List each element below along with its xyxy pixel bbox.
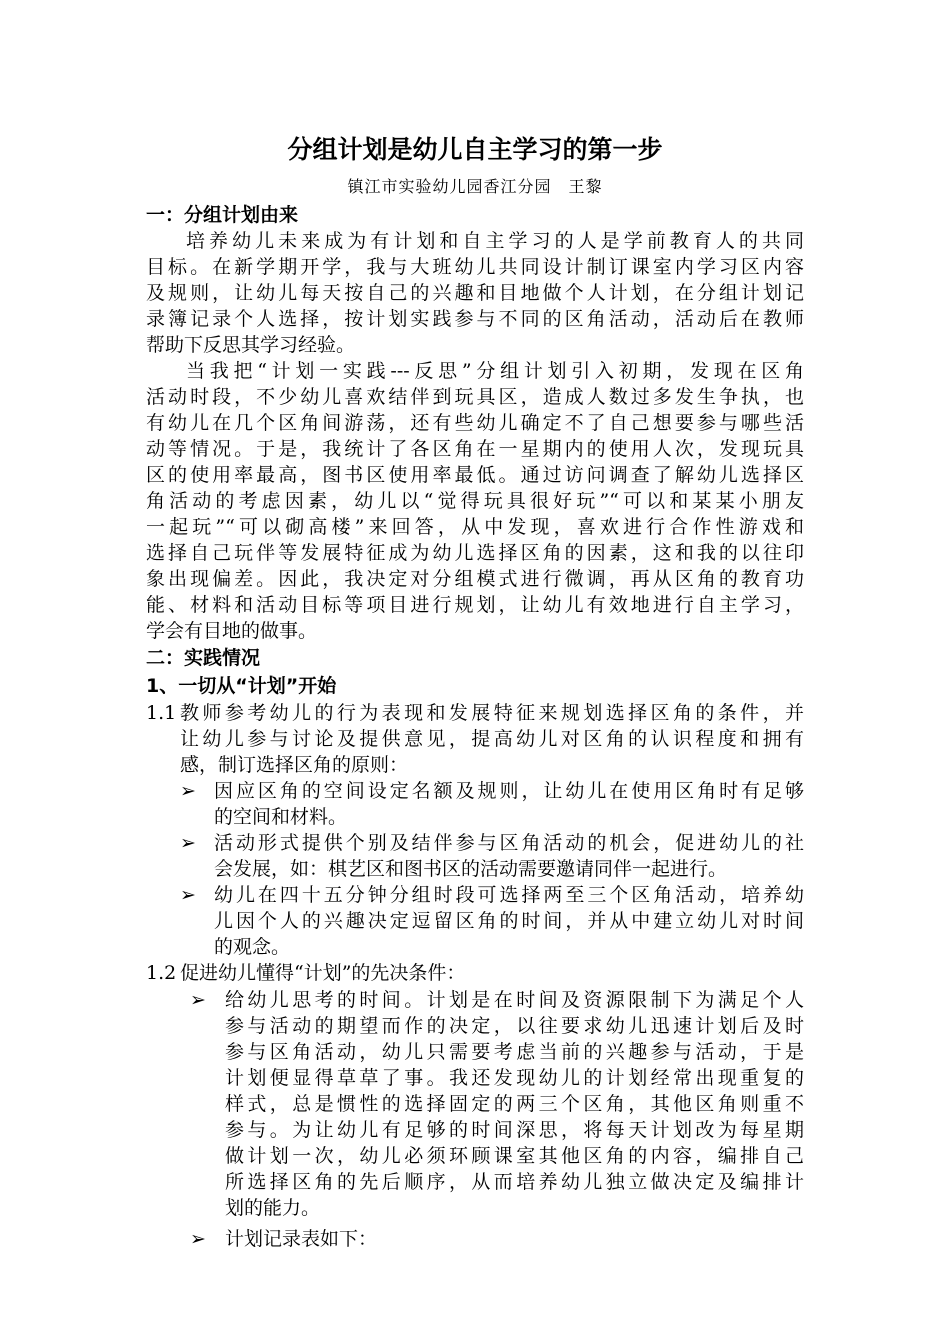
- bullet-line: 幼儿在四十五分钟分组时段可选择两至三个区角活动，培养幼: [214, 884, 804, 906]
- paragraph-line: 目标。在新学期开学，我与大班幼儿共同设计制订课室内学习区内容: [146, 256, 804, 278]
- bullet-arrow-icon: ➢: [190, 989, 206, 1011]
- paragraph-line: 动等情况。于是，我统计了各区角在一星期内的使用人次，发现玩具: [146, 438, 804, 460]
- paragraph-line: 感，制订选择区角的原则：: [180, 754, 409, 776]
- bullet-line: 的空间和材料。: [214, 806, 348, 828]
- paragraph-line: 象出现偏差。因此，我决定对分组模式进行微调，再从区角的教育功: [146, 568, 804, 590]
- bullet-line: 活动形式提供个别及结伴参与区角活动的机会，促进幼儿的社: [214, 832, 804, 854]
- bullet-arrow-icon: ➢: [180, 832, 196, 854]
- paragraph-line: 及规则，让幼儿每天按自己的兴趣和目地做个人计划，在分组计划记: [146, 282, 804, 304]
- paragraph-line: 学会有目地的做事。: [146, 620, 318, 642]
- bullet-line: 儿因个人的兴趣决定逗留区角的时间，并从中建立幼儿对时间: [214, 910, 804, 932]
- paragraph-line: 一起玩”“可以砌高楼”来回答，从中发现，喜欢进行合作性游戏和: [146, 516, 804, 538]
- section-heading: 一：分组计划由来: [146, 204, 299, 226]
- paragraph-line: 能、材料和活动目标等项目进行规划，让幼儿有效地进行自主学习，: [146, 594, 804, 616]
- bullet-line: 因应区角的空间设定名额及规则，让幼儿在使用区角时有足够: [214, 780, 804, 802]
- bullet-arrow-icon: ➢: [180, 780, 196, 802]
- bullet-line: 给幼儿思考的时间。计划是在时间及资源限制下为满足个人: [225, 989, 804, 1011]
- bullet-line: 会发展，如：棋艺区和图书区的活动需要邀请同伴一起进行。: [214, 858, 728, 880]
- paragraph-line: 教师参考幼儿的行为表现和发展特征来规划选择区角的条件，并: [180, 702, 804, 724]
- paragraph-line: 选择自己玩伴等发展特征成为幼儿选择区角的因素，这和我的以往印: [146, 542, 804, 564]
- document-title: 分组计划是幼儿自主学习的第一步: [287, 135, 663, 164]
- bullet-line: 参与。为让幼儿有足够的时间深思，将每天计划改为每星期: [225, 1119, 804, 1141]
- bullet-line: 参与活动的期望而作的决定，以往要求幼儿迅速计划后及时: [225, 1015, 804, 1037]
- bullet-line: 参与区角活动，幼儿只需要考虑当前的兴趣参与活动，于是: [225, 1041, 804, 1063]
- paragraph-line: 活动时段，不少幼儿喜欢结伴到玩具区，造成人数过多发生争执，也: [146, 386, 804, 408]
- bullet-arrow-icon: ➢: [180, 884, 196, 906]
- bullet-line: 做计划一次，幼儿必须环顾课室其他区角的内容，编排自己: [225, 1145, 804, 1167]
- bullet-line: 的观念。: [214, 936, 291, 958]
- paragraph-line: 区的使用率最高，图书区使用率最低。通过访问调查了解幼儿选择区: [146, 464, 804, 486]
- subsection-heading: 1、一切从“计划”开始: [146, 675, 337, 697]
- paragraph-line: 角活动的考虑因素，幼儿以“觉得玩具很好玩”“可以和某某小朋友: [146, 490, 804, 512]
- bullet-line: 计划便显得草草了事。我还发现幼儿的计划经常出现重复的: [225, 1067, 804, 1089]
- bullet-line: 样式，总是惯性的选择固定的两三个区角，其他区角则重不: [225, 1093, 804, 1115]
- bullet-arrow-icon: ➢: [190, 1228, 206, 1250]
- paragraph-line: 当我把“计划一实践---反思”分组计划引入初期，发现在区角: [186, 360, 804, 382]
- paragraph-line: 有幼儿在几个区角间游荡，还有些幼儿确定不了自己想要参与哪些活: [146, 412, 804, 434]
- paragraph-line: 培养幼儿未来成为有计划和自主学习的人是学前教育人的共同: [186, 230, 804, 252]
- item-number: 1.2: [146, 962, 177, 984]
- document-author: 镇江市实验幼儿园香江分园 王黎: [347, 177, 603, 196]
- item-number: 1.1: [146, 702, 177, 724]
- bullet-line: 计划记录表如下：: [225, 1228, 378, 1250]
- bullet-line: 划的能力。: [225, 1197, 321, 1219]
- bullet-line: 所选择区角的先后顺序，从而培养幼儿独立做决定及编排计: [225, 1171, 804, 1193]
- paragraph-line: 帮助下反思其学习经验。: [146, 334, 356, 356]
- paragraph-line: 促进幼儿懂得“计划”的先决条件：: [180, 962, 466, 984]
- paragraph-line: 录簿记录个人选择，按计划实践参与不同的区角活动，活动后在教师: [146, 308, 804, 330]
- section-heading: 二：实践情况: [146, 647, 261, 669]
- paragraph-line: 让幼儿参与讨论及提供意见，提高幼儿对区角的认识程度和拥有: [180, 728, 804, 750]
